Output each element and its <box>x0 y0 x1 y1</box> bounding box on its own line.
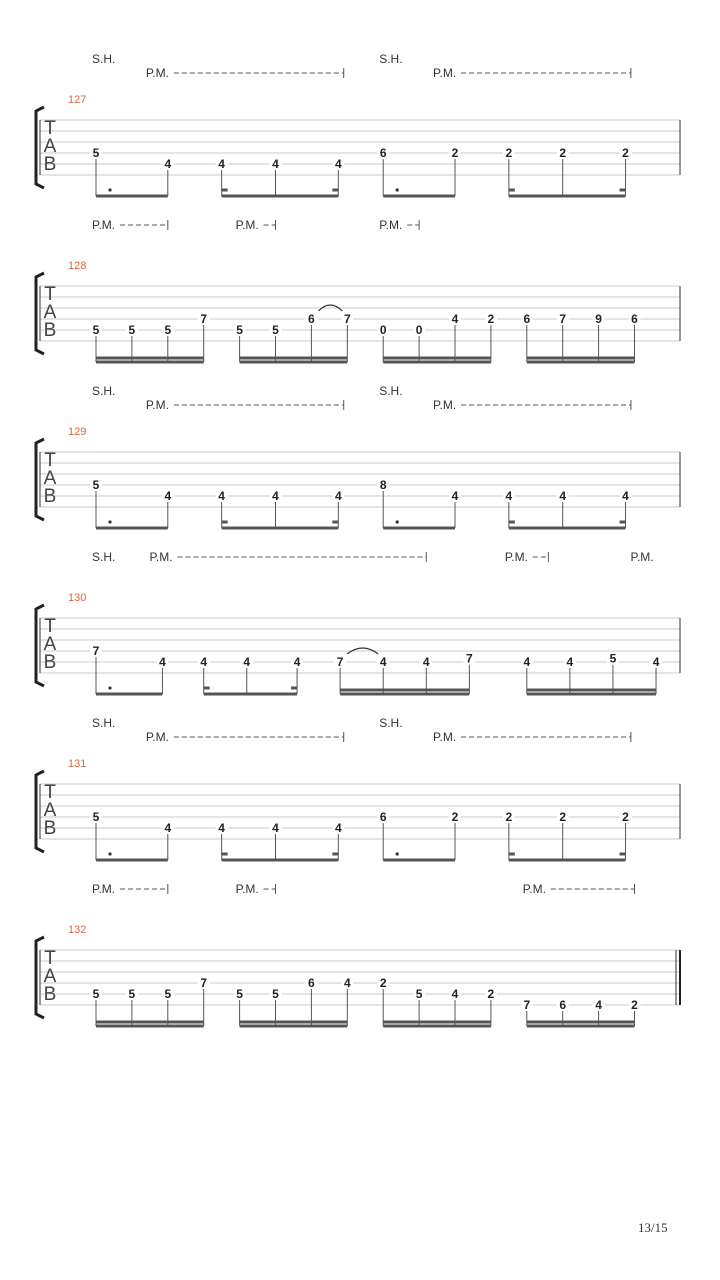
fret-number: 4 <box>272 489 279 503</box>
rhythm-dot <box>396 520 399 523</box>
fret-number: 5 <box>92 146 100 160</box>
fret-number: 0 <box>415 323 423 337</box>
tab-clef-letter: T <box>44 616 56 637</box>
fret-number: 2 <box>631 998 638 1012</box>
fret-number: 5 <box>236 987 243 1001</box>
rhythm-dot <box>108 686 111 689</box>
tab-clef-letter: A <box>43 634 57 655</box>
tab-clef-letter: B <box>43 818 57 839</box>
tab-clef-letter: T <box>44 284 56 305</box>
tab-clef-letter: B <box>43 154 57 175</box>
tab-clef-letter: A <box>43 302 57 323</box>
fret-number: 4 <box>595 998 602 1012</box>
palm-mute-label: P.M. <box>235 218 259 232</box>
tab-clef-letter: A <box>43 136 57 157</box>
page-number: 13/15 <box>638 1220 668 1235</box>
fret-number: 2 <box>622 810 629 824</box>
rhythm-dot <box>396 852 399 855</box>
fret-number: 6 <box>631 312 638 326</box>
fret-number: 7 <box>523 998 531 1012</box>
fret-number: 4 <box>164 489 172 503</box>
fret-number: 6 <box>308 312 315 326</box>
fret-number: 4 <box>559 489 567 503</box>
fret-number: 5 <box>609 651 617 666</box>
tab-clef-letter: B <box>43 486 57 507</box>
fret-number: 4 <box>164 821 172 835</box>
slap-harmonic-label: S.H. <box>92 550 116 564</box>
fret-number: 7 <box>92 644 100 658</box>
fret-number: 2 <box>559 146 567 160</box>
fret-number: 5 <box>272 323 279 337</box>
fret-number: 2 <box>451 146 459 160</box>
fret-number: 9 <box>595 312 602 326</box>
fret-number: 5 <box>128 987 136 1001</box>
fret-number: 6 <box>308 976 315 990</box>
palm-mute-label: P.M. <box>522 882 546 896</box>
fret-number: 4 <box>164 157 172 171</box>
measure-number: 131 <box>68 758 87 770</box>
tab-clef-letter: T <box>44 948 56 969</box>
fret-number: 5 <box>164 987 172 1001</box>
measure-number: 128 <box>68 260 87 272</box>
tab-clef-letter: B <box>43 320 57 341</box>
slap-harmonic-label: S.H. <box>92 716 116 730</box>
rhythm-dot <box>108 852 111 855</box>
fret-number: 5 <box>92 323 100 337</box>
fret-number: 7 <box>336 655 344 669</box>
palm-mute-label: P.M. <box>149 550 173 564</box>
palm-mute-label: P.M. <box>504 550 528 564</box>
slap-harmonic-label: S.H. <box>379 716 403 730</box>
fret-number: 6 <box>379 146 387 160</box>
fret-number: 4 <box>272 157 279 171</box>
fret-number: 8 <box>379 478 387 492</box>
fret-number: 4 <box>159 655 166 669</box>
palm-mute-label: P.M. <box>433 66 457 80</box>
fret-number: 2 <box>379 976 387 990</box>
fret-number: 4 <box>334 157 342 171</box>
fret-number: 4 <box>523 655 531 669</box>
fret-number: 4 <box>566 655 574 669</box>
fret-number: 4 <box>422 655 430 669</box>
measure-number: 132 <box>68 924 87 936</box>
fret-number: 4 <box>218 821 225 835</box>
fret-number: 0 <box>379 323 387 337</box>
slap-harmonic-label: S.H. <box>92 52 116 66</box>
palm-mute-label: P.M. <box>92 882 116 896</box>
fret-number: 7 <box>200 976 208 990</box>
palm-mute-label: P.M. <box>433 730 457 744</box>
rhythm-dot <box>108 188 111 191</box>
fret-number: 5 <box>164 323 172 337</box>
fret-number: 4 <box>451 489 459 503</box>
fret-number: 4 <box>451 987 459 1001</box>
measure-number: 129 <box>68 426 87 438</box>
fret-number: 4 <box>272 821 279 835</box>
tab-clef-letter: T <box>44 782 56 803</box>
slap-harmonic-label: S.H. <box>379 384 403 398</box>
fret-number: 2 <box>505 810 513 824</box>
fret-number: 5 <box>236 323 243 337</box>
fret-number: 5 <box>128 323 136 337</box>
rhythm-dot <box>108 520 111 523</box>
fret-number: 5 <box>415 987 423 1001</box>
fret-number: 4 <box>505 489 513 503</box>
tab-clef-letter: T <box>44 450 56 471</box>
rhythm-dot <box>396 188 399 191</box>
measure-number: 130 <box>68 592 87 604</box>
slap-harmonic-label: S.H. <box>379 52 403 66</box>
fret-number: 5 <box>92 987 100 1001</box>
fret-number: 6 <box>523 312 531 326</box>
fret-number: 4 <box>343 976 351 990</box>
fret-number: 2 <box>487 987 495 1001</box>
fret-number: 4 <box>243 655 251 669</box>
fret-number: 5 <box>92 478 100 492</box>
tab-clef-letter: T <box>44 118 56 139</box>
tab-clef-letter: A <box>43 800 57 821</box>
fret-number: 4 <box>334 489 342 503</box>
fret-number: 2 <box>505 146 513 160</box>
fret-number: 6 <box>379 810 387 824</box>
fret-number: 7 <box>200 312 208 326</box>
fret-number: 6 <box>559 998 567 1012</box>
palm-mute-label: P.M. <box>145 730 169 744</box>
fret-number: 4 <box>334 821 342 835</box>
fret-number: 2 <box>559 810 567 824</box>
palm-mute-label: P.M. <box>630 550 654 564</box>
tab-clef-letter: A <box>43 468 57 489</box>
fret-number: 4 <box>200 655 208 669</box>
palm-mute-label: P.M. <box>433 398 457 412</box>
fret-number: 2 <box>451 810 459 824</box>
palm-mute-label: P.M. <box>145 398 169 412</box>
fret-number: 2 <box>622 146 629 160</box>
palm-mute-label: P.M. <box>379 218 403 232</box>
palm-mute-label: P.M. <box>92 218 116 232</box>
fret-number: 4 <box>379 655 387 669</box>
slap-harmonic-label: S.H. <box>92 384 116 398</box>
measure-number: 127 <box>68 94 87 106</box>
fret-number: 4 <box>218 489 225 503</box>
fret-number: 7 <box>466 651 473 666</box>
tab-clef-letter: A <box>43 966 57 987</box>
fret-number: 7 <box>343 312 351 326</box>
tab-clef-letter: B <box>43 652 57 673</box>
fret-number: 4 <box>652 655 660 669</box>
fret-number: 2 <box>487 312 495 326</box>
fret-number: 5 <box>92 810 100 824</box>
fret-number: 4 <box>622 489 629 503</box>
fret-number: 4 <box>218 157 225 171</box>
fret-number: 7 <box>559 312 567 326</box>
palm-mute-label: P.M. <box>235 882 259 896</box>
fret-number: 4 <box>293 655 301 669</box>
fret-number: 5 <box>272 987 279 1001</box>
fret-number: 4 <box>451 312 459 326</box>
palm-mute-label: P.M. <box>145 66 169 80</box>
tab-clef-letter: B <box>43 984 57 1005</box>
